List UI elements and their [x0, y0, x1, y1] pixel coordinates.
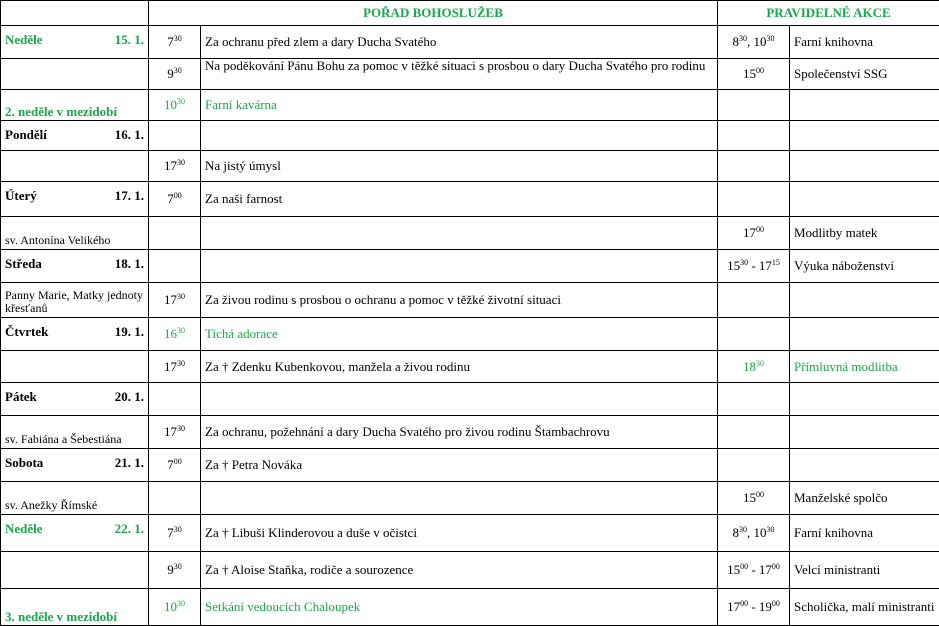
service-time-minute: 30	[173, 561, 182, 571]
service-intention	[201, 482, 718, 515]
activity-name	[790, 120, 939, 151]
service-time	[149, 282, 201, 317]
day-subtitle: Panny Marie, Matky jednoty křesťanů	[5, 287, 143, 315]
service-intention: Za ochranu před zlem a dary Ducha Svatého	[201, 26, 718, 59]
activity-time: $15^{00} - 17^{00}$	[718, 551, 790, 588]
service-intention: Za naši farnost	[201, 182, 718, 217]
service-time-minute: 30	[173, 33, 182, 43]
schedule-row	[1, 514, 939, 551]
day-name: Středa	[5, 255, 42, 271]
activity-name: Farní knihovna	[790, 514, 939, 551]
service-time	[149, 151, 201, 182]
activity-time: $8^{30}$, $10^{30}$	[718, 514, 790, 551]
activity-time	[718, 383, 790, 416]
service-intention	[201, 249, 718, 282]
service-time	[149, 89, 201, 120]
activities-header: PRAVIDELNÉ AKCE	[718, 1, 939, 26]
service-time-hour: 17	[164, 358, 177, 374]
activity-name	[790, 449, 939, 482]
service-time-hour: 10	[164, 598, 177, 614]
day-name: Pondělí	[5, 126, 47, 142]
day-cell	[1, 482, 149, 515]
service-time-hour: 17	[164, 424, 177, 440]
day-date: 15. 1.	[114, 32, 144, 47]
schedule-body	[1, 26, 939, 626]
schedule-row	[1, 182, 939, 217]
day-name: Neděle	[5, 520, 43, 536]
activity-name	[790, 151, 939, 182]
schedule-row	[1, 416, 939, 449]
service-time-minute: 30	[177, 598, 185, 608]
day-cell	[1, 120, 149, 151]
service-intention: Tichá adorace	[201, 317, 718, 350]
service-time-hour: 7	[167, 524, 174, 540]
activity-name	[790, 182, 939, 217]
service-intention: Na jistý úmysl	[201, 151, 718, 182]
day-cell	[1, 449, 149, 482]
day-date: 20. 1.	[114, 389, 144, 405]
activity-name: Výuka náboženství	[790, 249, 939, 282]
day-cell	[1, 58, 149, 89]
service-intention	[201, 217, 718, 250]
service-time	[149, 26, 201, 59]
service-time-minute: 30	[177, 424, 185, 434]
service-intention: Farní kavárna	[201, 89, 718, 120]
header-row	[1, 1, 939, 26]
activity-name: Modlitby matek	[790, 217, 939, 250]
service-intention: Za † Aloise Staňka, rodiče a sourozence	[201, 551, 718, 588]
service-time	[149, 383, 201, 416]
service-time-hour: 9	[167, 65, 174, 81]
activity-time	[718, 317, 790, 350]
service-time-hour: 7	[167, 457, 174, 473]
service-time-minute: 00	[173, 191, 182, 201]
day-cell	[1, 282, 149, 317]
service-time	[149, 449, 201, 482]
activity-name	[790, 282, 939, 317]
day-date: 19. 1.	[114, 323, 144, 339]
schedule-row	[1, 282, 939, 317]
day-cell	[1, 350, 149, 383]
service-time-minute: 30	[177, 158, 185, 168]
schedule-row	[1, 551, 939, 588]
service-time	[149, 58, 201, 89]
service-intention: Za † Libuši Klinderovou a duše v očistci	[201, 514, 718, 551]
activity-time: $8^{30}$, $10^{30}$	[718, 26, 790, 59]
activity-time	[718, 282, 790, 317]
service-time	[149, 416, 201, 449]
activity-name: Manželské spolčo	[790, 482, 939, 515]
schedule-row	[1, 588, 939, 625]
service-time-minute: 30	[173, 524, 182, 534]
day-cell	[1, 416, 149, 449]
day-date: 22. 1.	[114, 520, 144, 536]
service-time	[149, 120, 201, 151]
day-cell	[1, 249, 149, 282]
service-time-hour: 17	[164, 158, 177, 174]
service-intention: Na poděkování Pánu Bohu za pomoc v těžké situaci s prosbou o dary Ducha Svatého pro rodinu	[201, 58, 718, 89]
activity-name: Přímluvná modlitba	[790, 350, 939, 383]
activity-name: Společenství SSG	[790, 58, 939, 89]
service-time-minute: 30	[173, 65, 182, 75]
day-date: 17. 1.	[114, 188, 144, 204]
activity-time	[718, 182, 790, 217]
schedule-row	[1, 89, 939, 120]
day-subtitle: 3. neděle v mezidobí	[5, 609, 117, 624]
day-cell	[1, 217, 149, 250]
service-time	[149, 588, 201, 625]
activity-name: Scholička, malí ministranti	[790, 588, 939, 625]
service-intention	[201, 120, 718, 151]
day-cell	[1, 514, 149, 551]
service-intention: Za † Zdenku Kubenkovou, manžela a živou rodinu	[201, 350, 718, 383]
activity-time	[718, 449, 790, 482]
service-intention: Za ochranu, požehnání a dary Ducha Svatého pro živou rodinu Štambachrovu	[201, 416, 718, 449]
service-time-minute: 30	[177, 96, 185, 106]
service-time	[149, 350, 201, 383]
service-intention	[201, 383, 718, 416]
activity-time: $17^{00}$	[718, 217, 790, 250]
service-time-minute: 30	[177, 358, 185, 368]
service-time-minute: 30	[177, 291, 185, 301]
day-name: Neděle	[5, 32, 43, 47]
service-time	[149, 514, 201, 551]
day-name: Úterý	[5, 188, 37, 204]
day-cell	[1, 89, 149, 120]
day-date: 16. 1.	[114, 126, 144, 142]
schedule-row	[1, 449, 939, 482]
day-cell	[1, 182, 149, 217]
service-intention: Za † Petra Nováka	[201, 449, 718, 482]
service-intention: Setkání vedoucích Chaloupek	[201, 588, 718, 625]
day-cell	[1, 383, 149, 416]
service-time-hour: 9	[167, 561, 174, 577]
schedule-row	[1, 217, 939, 250]
day-date: 21. 1.	[114, 455, 144, 471]
day-subtitle: sv. Anežky Římské	[5, 497, 98, 512]
day-name: Pátek	[5, 389, 37, 405]
schedule-row	[1, 383, 939, 416]
schedule-row	[1, 120, 939, 151]
activity-time	[718, 89, 790, 120]
service-time-hour: 16	[164, 325, 177, 341]
day-cell	[1, 551, 149, 588]
service-time-minute: 00	[173, 457, 182, 467]
day-date: 18. 1.	[114, 255, 144, 271]
day-subtitle: 2. neděle v mezidobí	[5, 103, 117, 119]
activity-time	[718, 120, 790, 151]
activity-time: $15^{30} - 17^{15}$	[718, 249, 790, 282]
activity-name	[790, 89, 939, 120]
schedule-row	[1, 317, 939, 350]
service-time	[149, 249, 201, 282]
activity-time: $18^{30}$	[718, 350, 790, 383]
day-subtitle: sv. Antonína Velikého	[5, 232, 111, 247]
day-cell	[1, 317, 149, 350]
schedule-row	[1, 58, 939, 89]
activity-name	[790, 416, 939, 449]
activity-time: $17^{00} - 19^{00}$	[718, 588, 790, 625]
day-cell	[1, 588, 149, 625]
service-time	[149, 317, 201, 350]
service-time	[149, 482, 201, 515]
service-time-minute: 30	[177, 325, 185, 335]
activity-time: $15^{00}$	[718, 482, 790, 515]
activity-name: Velcí ministranti	[790, 551, 939, 588]
activity-time: $15^{00}$	[718, 58, 790, 89]
service-time	[149, 217, 201, 250]
day-subtitle: sv. Fabiána a Šebestiána	[5, 432, 122, 447]
activity-name	[790, 383, 939, 416]
schedule-row	[1, 249, 939, 282]
service-intention: Za živou rodinu s prosbou o ochranu a pomoc v těžké životní situaci	[201, 282, 718, 317]
service-time	[149, 182, 201, 217]
service-time-hour: 7	[167, 191, 174, 207]
schedule-row	[1, 482, 939, 515]
activity-time	[718, 416, 790, 449]
header-day-cell	[1, 1, 149, 26]
services-header: POŘAD BOHOSLUŽEB	[149, 1, 718, 26]
activity-name	[790, 317, 939, 350]
day-cell	[1, 151, 149, 182]
day-name: Sobota	[5, 455, 44, 471]
schedule-row	[1, 350, 939, 383]
day-name: Čtvrtek	[5, 323, 49, 339]
day-cell	[1, 26, 149, 59]
service-time-hour: 17	[164, 291, 177, 307]
activity-name: Farní knihovna	[790, 26, 939, 59]
schedule-row	[1, 151, 939, 182]
service-time-hour: 10	[164, 96, 177, 112]
service-time	[149, 551, 201, 588]
activity-time	[718, 151, 790, 182]
schedule-row	[1, 26, 939, 59]
service-time-hour: 7	[167, 33, 174, 49]
